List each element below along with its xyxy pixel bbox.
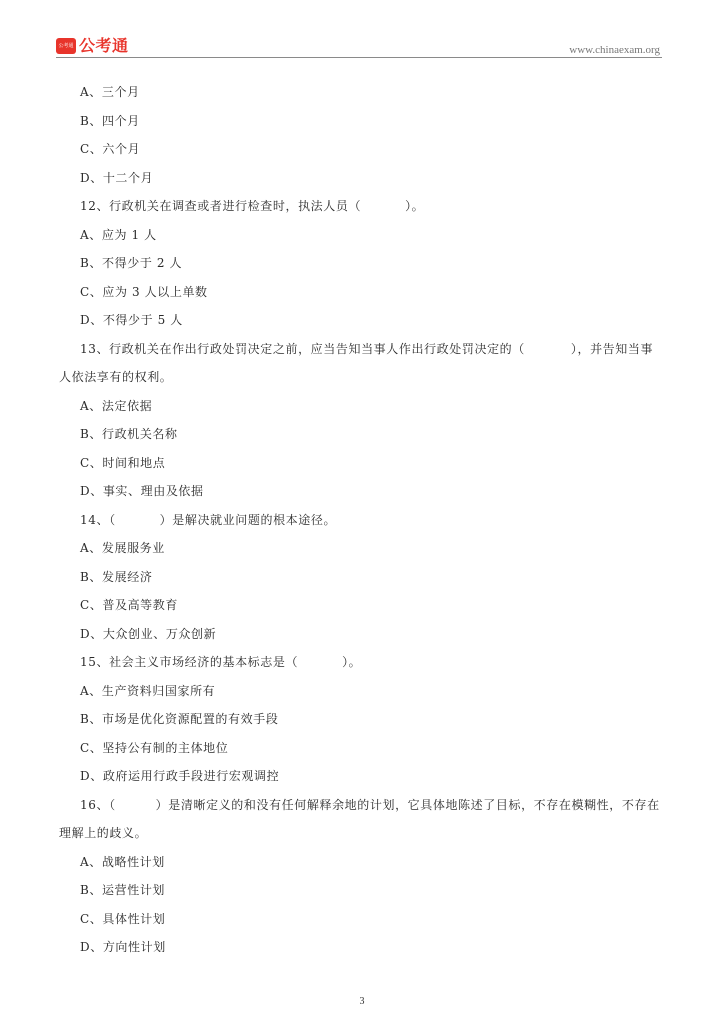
q13-option-a: A、法定依据 <box>80 398 153 413</box>
q12-stem <box>80 192 672 221</box>
header-divider <box>56 57 662 58</box>
question-12 <box>80 192 672 335</box>
q14-option-b: B、发展经济 <box>80 569 153 584</box>
q14-stem-before: 14、（ <box>80 512 116 527</box>
q12-option-d: D、不得少于 5 人 <box>80 313 183 327</box>
question-16 <box>59 791 672 962</box>
site-url: www.chinaexam.org <box>569 44 660 56</box>
q13-option-c: C、时间和地点 <box>80 455 166 470</box>
q16-option-d: D、方向性计划 <box>80 940 166 954</box>
q16-option-c: C、具体性计划 <box>80 911 166 926</box>
q12-option-a: A、应为 1 人 <box>80 227 157 242</box>
question-14 <box>80 506 672 649</box>
q12-stem-before: 12、行政机关在调查或者进行检查时，执法人员（ <box>80 199 362 213</box>
question-13 <box>59 335 672 506</box>
q11-option-d: D、十二个月 <box>80 170 154 185</box>
q14-stem-after: ）是解决就业问题的根本途径。 <box>159 512 337 527</box>
logo <box>56 36 129 56</box>
question-11-options <box>80 78 672 192</box>
q15-stem-after: ）。 <box>342 655 362 669</box>
q16-stem-before: 16、（ <box>80 797 116 812</box>
q14-option-c: C、普及高等教育 <box>80 598 178 612</box>
q15-option-d: D、政府运用行政手段进行宏观调控 <box>80 769 280 783</box>
question-15 <box>80 648 672 791</box>
q11-option-b: B、四个月 <box>80 113 140 128</box>
q13-option-d: D、事实、理由及依据 <box>80 484 204 498</box>
q16-stem-continued: 理解上的歧义。 <box>59 826 148 840</box>
q13-stem <box>80 335 672 364</box>
q11-option-a: A、三个月 <box>80 85 140 99</box>
logo-icon: 公考通 <box>56 38 76 54</box>
logo-text: 公考通 <box>79 36 129 55</box>
q13-option-b: B、行政机关名称 <box>80 427 178 441</box>
page-content <box>59 78 672 962</box>
q16-option-a: A、战略性计划 <box>80 854 165 869</box>
q14-option-d: D、大众创业、万众创新 <box>80 626 217 641</box>
q13-stem-before: 13、行政机关在作出行政处罚决定之前，应当告知当事人作出行政处罚决定的（ <box>80 341 525 356</box>
q15-stem <box>80 648 672 677</box>
page-header <box>56 36 662 60</box>
q16-option-b: B、运营性计划 <box>80 883 166 897</box>
q12-option-c: C、应为 3 人以上单数 <box>80 284 208 299</box>
q15-option-b: B、市场是优化资源配置的有效手段 <box>80 712 279 726</box>
q12-option-b: B、不得少于 2 人 <box>80 256 183 270</box>
q11-option-c: C、六个月 <box>80 142 141 156</box>
q12-stem-after: ）。 <box>405 199 425 213</box>
q15-option-c: C、坚持公有制的主体地位 <box>80 740 229 755</box>
q13-stem-continued: 人依法享有的权利。 <box>59 370 173 384</box>
q16-stem <box>80 791 672 820</box>
q15-option-a: A、生产资料归国家所有 <box>80 683 216 698</box>
q14-option-a: A、发展服务业 <box>80 541 165 555</box>
q15-stem-before: 15、社会主义市场经济的基本标志是（ <box>80 655 299 669</box>
q13-stem-after: ），并告知当事 <box>570 341 654 356</box>
page-number: 3 <box>359 996 365 1007</box>
q14-stem <box>80 506 672 535</box>
q16-stem-after: ）是清晰定义的和没有任何解释余地的计划，它具体地陈述了目标，不存在模糊性，不存在 <box>155 797 660 812</box>
